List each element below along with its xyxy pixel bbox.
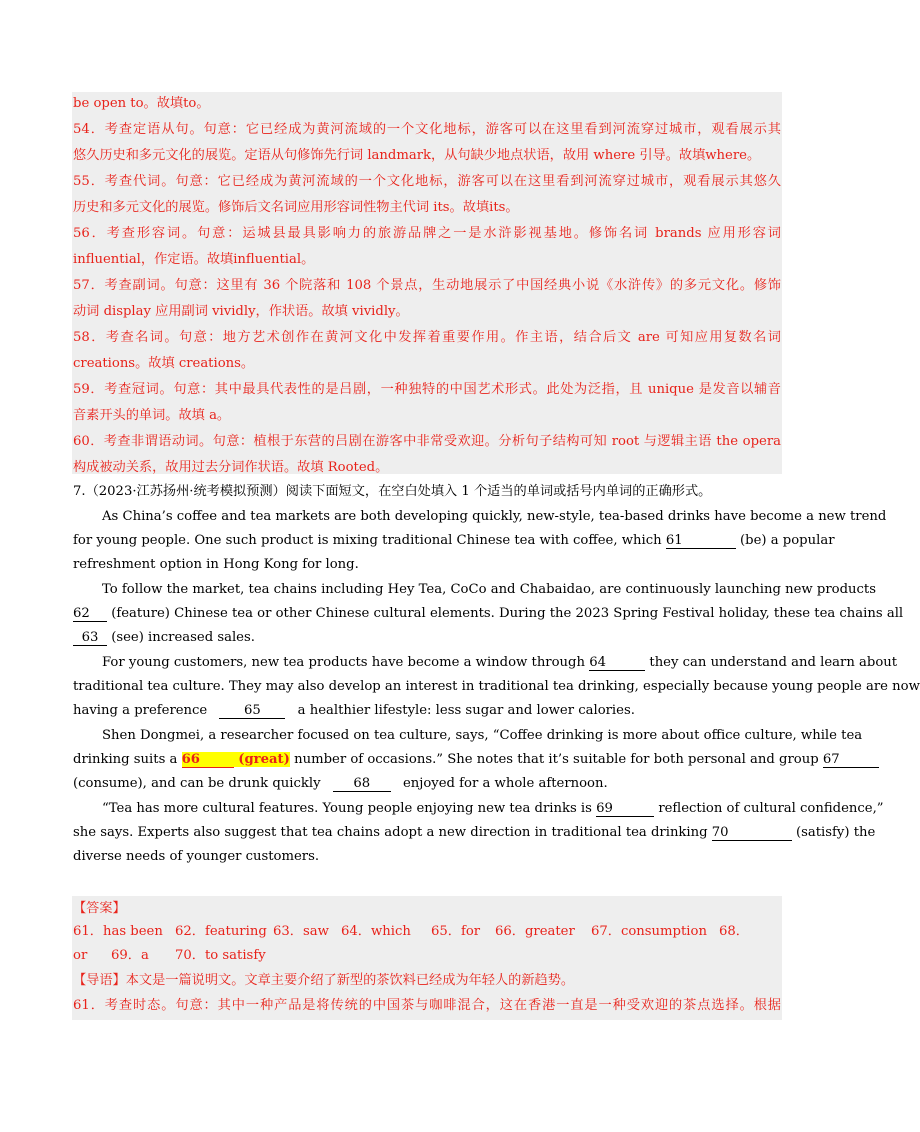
blank-66[interactable]: 66 [182,752,234,768]
answer-item: 64．which [341,924,411,939]
answer-item: 68． [719,924,749,939]
blank-68[interactable]: 68 [333,776,391,792]
passage-line: for young people. One such product is mixing traditional Chinese tea with coffee, which 61 (be) a popular [73,533,835,548]
answer-row [73,946,781,966]
explanation-line: 58．考查名词。句意：地方艺术创作在黄河文化中发挥着重要作用。作主语，结合后文 are 可知应用复数名词 [73,330,781,345]
passage-line: traditional tea culture. They may also develop an interest in traditional tea drinking, especially because young people are now [73,679,920,694]
question-heading: 7.（2023·江苏扬州·统考模拟预测）阅读下面短文，在空白处填入 1 个适当的单词或括号内单词的正确形式。 [73,484,712,499]
passage-line: 62 (feature) Chinese tea or other Chinese cultural elements. During the 2023 Spring Festival holiday, these tea chains all [73,606,904,621]
explanation-line: 57．考查副词。句意：这里有 36 个院落和 108 个景点，生动地展示了中国经典小说《水浒传》的多元文化。修饰 [73,278,781,293]
answer-item: 65．for [431,924,481,939]
passage-line: “Tea has more cultural features. Young people enjoying new tea drinks is 69 reflection of cultural confidence,” [102,801,884,816]
answer-item: 66．greater [495,924,575,939]
explanation-line: 历史和多元文化的展览。修饰后文名词应用形容词性物主代词 its。故填its。 [73,200,519,215]
explanation-line: 悠久历史和多元文化的展览。定语从句修饰先行词 landmark，从句缺少地点状语，故用 where 引导。故填where。 [73,148,761,163]
answer-item: 63．saw [273,924,329,939]
explanation-line: 59．考查冠词。句意：其中最具代表性的是吕剧，一种独特的中国艺术形式。此处为泛指，且 unique 是发音以辅音 [73,382,781,397]
blank-65[interactable]: 65 [219,703,285,719]
passage-line: she says. Experts also suggest that tea chains adopt a new direction in traditional tea drinking 70 (satisfy) the [73,825,876,840]
passage-line: (consume), and can be drunk quickly 68 enjoyed for a whole afternoon. [73,776,608,791]
highlighted-blank-66: 66 (great) [181,752,290,767]
explanation-line: influential，作定语。故填influential。 [73,252,315,267]
explanation-line: 61．考查时态。句意：其中一种产品是将传统的中国茶与咖啡混合，这在香港一直是一种受欢迎的茶点选择。根据 [73,998,781,1013]
answer-item: or [73,948,88,963]
explanation-line: 构成被动关系，故用过去分词作状语。故填 Rooted。 [73,460,389,475]
blank-69[interactable]: 69 [596,801,654,817]
passage-line: having a preference 65 a healthier lifestyle: less sugar and lower calories. [73,703,635,718]
explanation-line: 55．考查代词。句意：它已经成为黄河流域的一个文化地标，游客可以在这里看到河流穿过城市，观看展示其悠久 [73,174,781,189]
explanation-line: 60．考查非谓语动词。句意：植根于东营的吕剧在游客中非常受欢迎。分析句子结构可知 root 与逻辑主语 the opera [73,434,781,449]
answer-item: 67．consumption [591,924,707,939]
passage-line: For young customers, new tea products have become a window through 64 they can understand and learn about [102,655,898,670]
passage-line: diverse needs of younger customers. [73,849,320,864]
answer-item: 69．a [111,948,149,963]
passage-line: As China’s coffee and tea markets are both developing quickly, new-style, tea-based drinks have become a new trend [102,509,887,524]
answer-row [73,922,781,942]
explanation-line: 动词 display 应用副词 vividly，作状语。故填 vividly。 [73,304,409,319]
passage-line: refreshment option in Hong Kong for long. [73,557,359,572]
guide-line: 【导语】本文是一篇说明文。文章主要介绍了新型的茶饮料已经成为年轻人的新趋势。 [73,973,575,988]
blank-67[interactable]: 67 [823,752,879,768]
explanation-line: 54．考查定语从句。句意：它已经成为黄河流域的一个文化地标，游客可以在这里看到河流穿过城市，观看展示其 [73,122,781,137]
blank-64[interactable]: 64 [589,655,645,671]
answer-item: 70．to satisfy [175,948,266,963]
blank-70[interactable]: 70 [712,825,792,841]
passage-line: 63 (see) increased sales. [73,628,781,648]
passage-line: drinking suits a 66 (great) number of occasions.” She notes that it’s suitable for both personal and group 67 [73,750,781,770]
explanation-line: 56．考查形容词。句意：运城县最具影响力的旅游品牌之一是水浒影视基地。修饰名词 brands 应用形容词 [73,226,781,241]
blank-62[interactable]: 62 [73,606,107,622]
passage-line: Shen Dongmei, a researcher focused on tea culture, says, “Coffee drinking is more about office culture, while tea [102,728,863,743]
answer-item: 61．has been [73,924,163,939]
answer-item: 62．featuring [175,924,267,939]
passage-line: To follow the market, tea chains including Hey Tea, CoCo and Chabaidao, are continuously launching new products [102,582,876,597]
blank-63[interactable]: 63 [73,630,107,646]
answer-label: 【答案】 [73,901,126,916]
explanation-line: 音素开头的单词。故填 a。 [73,408,231,423]
explanation-line: creations。故填 creations。 [73,356,255,371]
blank-61[interactable]: 61 [666,533,736,549]
explanation-line: be open to。故填to。 [73,96,210,111]
